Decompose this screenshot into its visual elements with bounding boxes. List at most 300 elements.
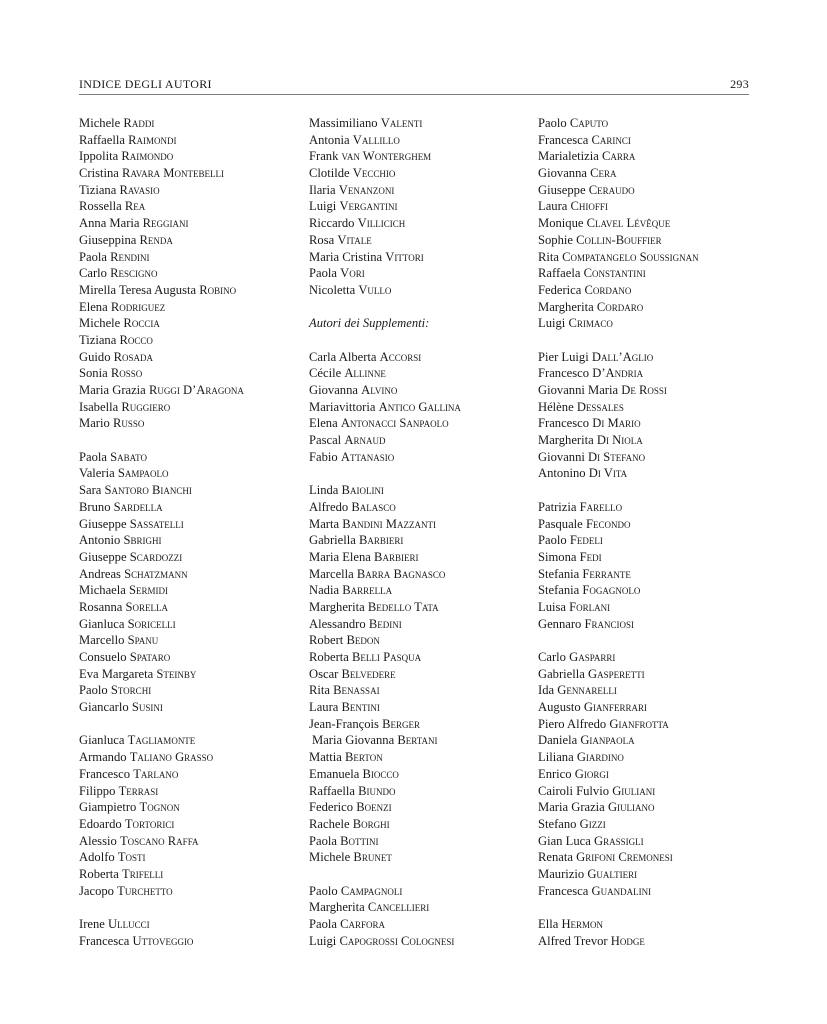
- author-first-name: Stefano: [538, 816, 577, 831]
- author-entry: [538, 315, 773, 332]
- author-last-name: Boenzi: [356, 800, 392, 815]
- author-last-name: Fecondo: [585, 516, 631, 531]
- entry-spacer: [538, 899, 773, 916]
- author-first-name: Carlo: [538, 650, 566, 664]
- author-entry: [309, 699, 544, 716]
- author-last-name: Berger: [382, 716, 421, 731]
- author-last-name: Rosso: [110, 366, 143, 381]
- author-entry: [79, 732, 314, 749]
- author-last-name: Bedon: [346, 633, 380, 648]
- author-last-name: Di Stefano: [588, 449, 646, 464]
- author-last-name: Berton: [345, 750, 383, 765]
- author-last-name: Sampaolo: [117, 466, 169, 481]
- author-last-name: Cordano: [584, 282, 632, 297]
- author-last-name: Storchi: [110, 683, 152, 698]
- author-last-name: Bedello Tata: [367, 599, 439, 614]
- author-first-name: Michaela: [79, 583, 126, 598]
- author-last-name: Vittori: [385, 249, 424, 264]
- author-entry: [538, 649, 773, 666]
- author-entry: [309, 766, 544, 783]
- author-first-name: Francesco: [538, 416, 590, 431]
- author-last-name: Scardozzi: [129, 549, 183, 564]
- author-entry: [309, 365, 544, 382]
- author-first-name: Antonino: [538, 466, 586, 481]
- author-entry: [538, 699, 773, 716]
- author-first-name: Margherita: [309, 900, 365, 915]
- author-entry: [538, 783, 773, 800]
- author-entry: [309, 632, 544, 649]
- author-first-name: Rosa: [309, 232, 335, 247]
- author-last-name: Guandalini: [591, 883, 652, 898]
- author-last-name: Cancellieri: [367, 900, 430, 915]
- author-entry: [309, 883, 544, 900]
- author-last-name: Antico Gallina: [378, 399, 461, 414]
- author-first-name: Giovanna: [309, 383, 358, 397]
- author-first-name: Guido: [79, 349, 111, 364]
- author-first-name: Sonia: [79, 366, 108, 381]
- author-entry: [538, 866, 773, 883]
- author-first-name: Giuseppe: [538, 182, 586, 197]
- author-entry: [79, 182, 314, 199]
- author-entry: [309, 849, 544, 866]
- author-last-name: Di Vita: [588, 466, 628, 481]
- author-first-name: Alfredo: [309, 499, 349, 514]
- author-entry: [538, 415, 773, 432]
- author-last-name: Turchetto: [117, 883, 173, 898]
- author-entry: [538, 399, 773, 416]
- author-last-name: Rescigno: [110, 266, 158, 281]
- author-entry: [309, 482, 544, 499]
- author-first-name: Ippolita: [79, 149, 119, 164]
- author-last-name: Carfora: [340, 917, 386, 931]
- author-first-name: Carla Alberta: [309, 349, 377, 364]
- author-last-name: Cera: [590, 166, 617, 181]
- author-first-name: Augusto: [538, 700, 581, 715]
- author-last-name: Ravara Montebelli: [122, 166, 224, 181]
- author-last-name: Sorella: [125, 599, 169, 614]
- author-entry: [538, 716, 773, 733]
- author-last-name: Vitale: [337, 232, 372, 247]
- author-entry: [79, 566, 314, 583]
- author-last-name: Belli Pasqua: [352, 650, 422, 664]
- author-first-name: Alfred Trevor: [538, 933, 608, 948]
- author-first-name: Federica: [538, 282, 582, 297]
- author-last-name: Schatzmann: [124, 566, 188, 581]
- author-entry: [309, 182, 544, 199]
- entry-spacer: [79, 716, 314, 733]
- author-entry: [79, 215, 314, 232]
- author-first-name: Patrizia: [538, 499, 577, 514]
- author-entry: [79, 649, 314, 666]
- author-entry: [538, 232, 773, 249]
- author-last-name: Vergantini: [339, 199, 398, 214]
- author-entry: [309, 516, 544, 533]
- author-entry: [538, 132, 773, 149]
- author-first-name: Raffaela: [538, 266, 581, 281]
- author-entry: [79, 866, 314, 883]
- author-entry: [309, 732, 544, 749]
- author-last-name: Renda: [139, 232, 173, 247]
- author-first-name: Antonio: [79, 533, 121, 548]
- author-first-name: Valeria: [79, 466, 115, 481]
- author-entry: [309, 148, 544, 165]
- author-first-name: Luisa: [538, 599, 566, 614]
- author-last-name: Raimondi: [128, 132, 177, 147]
- author-entry: [79, 816, 314, 833]
- author-entry: [538, 282, 773, 299]
- author-last-name: Toscano Raffa: [119, 833, 199, 848]
- author-last-name: Carra: [602, 149, 636, 164]
- author-last-name: Gennarelli: [557, 683, 617, 698]
- author-entry: [538, 666, 773, 683]
- author-entry: [309, 215, 544, 232]
- author-last-name: Capogrossi Colognesi: [339, 933, 455, 948]
- author-first-name: Nicoletta: [309, 282, 356, 297]
- author-last-name: Bottini: [340, 833, 379, 848]
- author-entry: [538, 883, 773, 900]
- author-first-name: Fabio: [309, 449, 338, 464]
- author-last-name: Crimaco: [568, 316, 613, 331]
- author-last-name: Campagnoli: [340, 883, 403, 898]
- author-first-name: Eva Margareta: [79, 666, 154, 681]
- author-entry: [538, 198, 773, 215]
- author-entry: [79, 132, 314, 149]
- author-last-name: Gianfrotta: [609, 716, 669, 731]
- author-last-name: Tagliamonte: [127, 733, 196, 748]
- running-title: INDICE DEGLI AUTORI: [79, 77, 212, 91]
- author-last-name: Ravasio: [119, 182, 160, 197]
- author-entry: [309, 132, 544, 149]
- author-entry: [309, 599, 544, 616]
- author-first-name: Michele: [79, 316, 121, 331]
- author-entry: [538, 616, 773, 633]
- author-first-name: Giuseppe: [79, 549, 127, 564]
- author-last-name: Biundo: [358, 783, 396, 798]
- author-entry: [538, 249, 773, 266]
- author-entry: [538, 933, 773, 950]
- author-first-name: Pier Luigi: [538, 349, 589, 364]
- author-first-name: Francesco: [79, 766, 131, 781]
- author-entry: [538, 732, 773, 749]
- author-last-name: Terrasi: [118, 783, 159, 798]
- author-entry: [309, 399, 544, 416]
- author-entry: [79, 766, 314, 783]
- author-first-name: Sara: [79, 483, 102, 498]
- author-entry: [538, 299, 773, 316]
- author-entry: [79, 315, 314, 332]
- author-entry: [309, 265, 544, 282]
- author-entry: [538, 365, 773, 382]
- author-first-name: Piero Alfredo: [538, 716, 607, 731]
- author-entry: [538, 349, 773, 366]
- author-entry: [79, 265, 314, 282]
- author-first-name: Ella: [538, 917, 559, 931]
- author-entry: [538, 566, 773, 583]
- author-entry: [309, 415, 544, 432]
- author-last-name: Attanasio: [340, 449, 395, 464]
- author-first-name: Roberta: [309, 650, 349, 664]
- author-last-name: Valenti: [380, 116, 423, 130]
- entry-spacer: [79, 899, 314, 916]
- author-entry: [309, 232, 544, 249]
- author-entry: [79, 666, 314, 683]
- page-header: [79, 76, 749, 95]
- author-entry: [309, 249, 544, 266]
- author-last-name: Tognon: [139, 800, 180, 815]
- author-last-name: Reggiani: [142, 216, 189, 231]
- author-last-name: Cordaro: [596, 299, 644, 314]
- author-entry: [309, 499, 544, 516]
- author-last-name: Tarlano: [133, 766, 179, 781]
- author-entry: [79, 165, 314, 182]
- author-last-name: Grassigli: [593, 833, 644, 848]
- author-first-name: Anna Maria: [79, 216, 140, 231]
- author-entry: [538, 749, 773, 766]
- author-first-name: Rachele: [309, 816, 350, 831]
- author-first-name: Ida: [538, 683, 555, 698]
- author-entry: [538, 516, 773, 533]
- author-last-name: Carinci: [591, 132, 631, 147]
- author-first-name: Tiziana: [79, 182, 117, 197]
- entry-spacer: [538, 482, 773, 499]
- author-entry: [309, 716, 544, 733]
- author-entry: [538, 682, 773, 699]
- author-last-name: Gianferrari: [583, 700, 647, 715]
- author-entry: [538, 449, 773, 466]
- author-first-name: Margherita: [538, 433, 594, 448]
- author-first-name: Francesca: [538, 132, 589, 147]
- author-entry: [309, 449, 544, 466]
- author-entry: [309, 833, 544, 850]
- author-first-name: Maria Grazia: [79, 383, 146, 397]
- author-entry: [538, 165, 773, 182]
- author-first-name: Michele: [79, 116, 121, 130]
- author-last-name: Ruggi D’Aragona: [148, 383, 244, 397]
- author-entry: [538, 215, 773, 232]
- author-last-name: Gasparri: [569, 650, 616, 664]
- author-last-name: Rocco: [119, 332, 153, 347]
- author-last-name: Dall’Aglio: [591, 349, 654, 364]
- author-entry: [309, 165, 544, 182]
- author-entry: [79, 449, 314, 466]
- author-entry: [309, 115, 544, 132]
- section-heading: Autori dei Supplementi:: [309, 316, 430, 331]
- author-last-name: Sbrighi: [123, 533, 162, 548]
- author-first-name: Cairoli Fulvio: [538, 783, 610, 798]
- author-first-name: Laura: [309, 700, 339, 715]
- author-entry: [79, 799, 314, 816]
- author-last-name: Giardino: [576, 750, 624, 765]
- author-last-name: Rosada: [113, 349, 154, 364]
- author-entry: [79, 465, 314, 482]
- author-entry: [79, 232, 314, 249]
- author-column-3: [538, 115, 773, 949]
- author-entry: [79, 616, 314, 633]
- author-entry: [309, 582, 544, 599]
- author-first-name: Frank: [309, 149, 339, 164]
- author-entry: [538, 532, 773, 549]
- author-first-name: Alessandro: [309, 616, 366, 631]
- author-last-name: Sermidi: [129, 583, 169, 598]
- author-first-name: Armando: [79, 750, 127, 765]
- author-first-name: Pasquale: [538, 516, 583, 531]
- author-last-name: Caputo: [569, 116, 609, 130]
- author-first-name: Hélène: [538, 399, 574, 414]
- author-last-name: Steinby: [156, 666, 197, 681]
- author-last-name: Alvino: [361, 383, 398, 397]
- author-entry: [309, 566, 544, 583]
- author-last-name: Bandini Mazzanti: [342, 516, 436, 531]
- author-last-name: Giuliani: [612, 783, 656, 798]
- author-last-name: Di Mario: [592, 416, 641, 431]
- author-last-name: Bertani: [397, 733, 438, 748]
- author-first-name: Rossella: [79, 199, 122, 214]
- author-entry: [538, 432, 773, 449]
- author-first-name: Riccardo: [309, 216, 355, 231]
- author-last-name: Ferrante: [582, 566, 631, 581]
- author-entry: [79, 749, 314, 766]
- author-first-name: Marcello: [79, 633, 125, 648]
- author-last-name: Franciosi: [584, 616, 635, 631]
- author-entry: [79, 783, 314, 800]
- author-entry: [309, 532, 544, 549]
- author-entry: [309, 198, 544, 215]
- author-first-name: Giuseppe: [79, 516, 127, 531]
- author-entry: [79, 399, 314, 416]
- author-last-name: van Wonterghem: [341, 149, 432, 164]
- author-first-name: Gabriella: [538, 666, 585, 681]
- author-first-name: Rita: [309, 683, 330, 698]
- author-entry: [538, 599, 773, 616]
- author-entry: [79, 415, 314, 432]
- author-last-name: Hodge: [610, 933, 645, 948]
- author-first-name: Marialetizia: [538, 149, 599, 164]
- author-last-name: Gualtieri: [587, 866, 638, 881]
- author-entry: [309, 816, 544, 833]
- author-entry: [309, 282, 544, 299]
- author-last-name: Chioffi: [570, 199, 608, 214]
- author-first-name: Linda: [309, 483, 339, 498]
- entry-spacer: [309, 332, 544, 349]
- author-first-name: Mariavittoria: [309, 399, 376, 414]
- author-first-name: Ilaria: [309, 182, 336, 197]
- author-entry: [309, 783, 544, 800]
- author-last-name: Venanzoni: [338, 182, 395, 197]
- author-first-name: Rita: [538, 249, 559, 264]
- author-last-name: Dessales: [576, 399, 624, 414]
- author-entry: [309, 649, 544, 666]
- author-first-name: Cristina: [79, 166, 119, 181]
- author-last-name: Gianpaola: [580, 733, 635, 748]
- entry-spacer: [309, 299, 544, 316]
- author-last-name: Bedini: [368, 616, 402, 631]
- author-last-name: Fedi: [579, 549, 602, 564]
- author-entry: [79, 632, 314, 649]
- author-last-name: Forlani: [569, 599, 611, 614]
- author-last-name: Grifoni Cremonesi: [576, 850, 673, 865]
- author-last-name: Barbieri: [374, 549, 419, 564]
- author-last-name: Giorgi: [574, 766, 609, 781]
- author-first-name: Paola: [79, 249, 107, 264]
- author-entry: [79, 249, 314, 266]
- author-last-name: De Rossi: [621, 383, 667, 397]
- author-first-name: Antonia: [309, 132, 350, 147]
- author-last-name: Robino: [199, 282, 237, 297]
- author-first-name: Elena: [79, 299, 108, 314]
- author-last-name: D’Andria: [592, 366, 644, 381]
- author-first-name: Sophie: [538, 232, 573, 247]
- author-first-name: Giovanni: [538, 449, 585, 464]
- author-entry: [79, 499, 314, 516]
- author-first-name: Mirella Teresa Augusta: [79, 282, 197, 297]
- author-last-name: Balasco: [351, 499, 396, 514]
- author-entry: [538, 766, 773, 783]
- author-first-name: Paola: [309, 833, 337, 848]
- author-first-name: Maurizio: [538, 866, 585, 881]
- author-entry: [538, 265, 773, 282]
- author-first-name: Bruno: [79, 499, 111, 514]
- author-first-name: Mattia: [309, 750, 342, 765]
- author-first-name: Tiziana: [79, 332, 117, 347]
- author-first-name: Gianluca: [79, 733, 125, 748]
- author-entry: [79, 582, 314, 599]
- page-number: 293: [730, 77, 749, 91]
- author-entry: [309, 933, 544, 950]
- author-entry: [79, 549, 314, 566]
- author-entry: [79, 516, 314, 533]
- author-entry: [538, 182, 773, 199]
- author-entry: [309, 749, 544, 766]
- author-entry: [309, 549, 544, 566]
- author-first-name: Federico: [309, 800, 354, 815]
- author-first-name: Filippo: [79, 783, 116, 798]
- entry-spacer: [538, 332, 773, 349]
- author-last-name: Tortorici: [124, 816, 175, 831]
- author-first-name: Clotilde: [309, 166, 350, 181]
- author-entry: [79, 599, 314, 616]
- author-column-2: [309, 115, 544, 949]
- author-last-name: Taliano Grasso: [129, 750, 214, 765]
- author-entry: [538, 499, 773, 516]
- author-last-name: Ceraudo: [588, 182, 635, 197]
- author-entry: [79, 148, 314, 165]
- author-entry: [309, 899, 544, 916]
- author-entry: [309, 799, 544, 816]
- author-last-name: Barra Bagnasco: [356, 566, 446, 581]
- author-last-name: Ruggiero: [121, 399, 171, 414]
- author-last-name: Collin-Bouffier: [576, 232, 662, 247]
- author-last-name: Baiolini: [341, 483, 384, 498]
- author-first-name: Jean-François: [309, 716, 379, 731]
- author-last-name: Biocco: [362, 766, 399, 781]
- author-last-name: Raddi: [123, 116, 155, 130]
- author-last-name: Farello: [579, 499, 623, 514]
- author-first-name: Stefania: [538, 583, 580, 598]
- author-last-name: Belvedere: [341, 666, 396, 681]
- author-first-name: Andreas: [79, 566, 121, 581]
- author-first-name: Simona: [538, 549, 577, 564]
- author-last-name: Uttoveggio: [132, 933, 194, 948]
- author-last-name: Roccia: [123, 316, 160, 331]
- author-first-name: Raffaella: [309, 783, 355, 798]
- author-first-name: Stefania: [538, 566, 580, 581]
- author-last-name: Villicich: [357, 216, 406, 231]
- author-entry: [79, 482, 314, 499]
- author-first-name: Francesca: [538, 883, 589, 898]
- author-last-name: Bentini: [341, 700, 380, 715]
- author-first-name: Paolo: [79, 683, 108, 698]
- author-first-name: Maria Elena: [309, 549, 371, 564]
